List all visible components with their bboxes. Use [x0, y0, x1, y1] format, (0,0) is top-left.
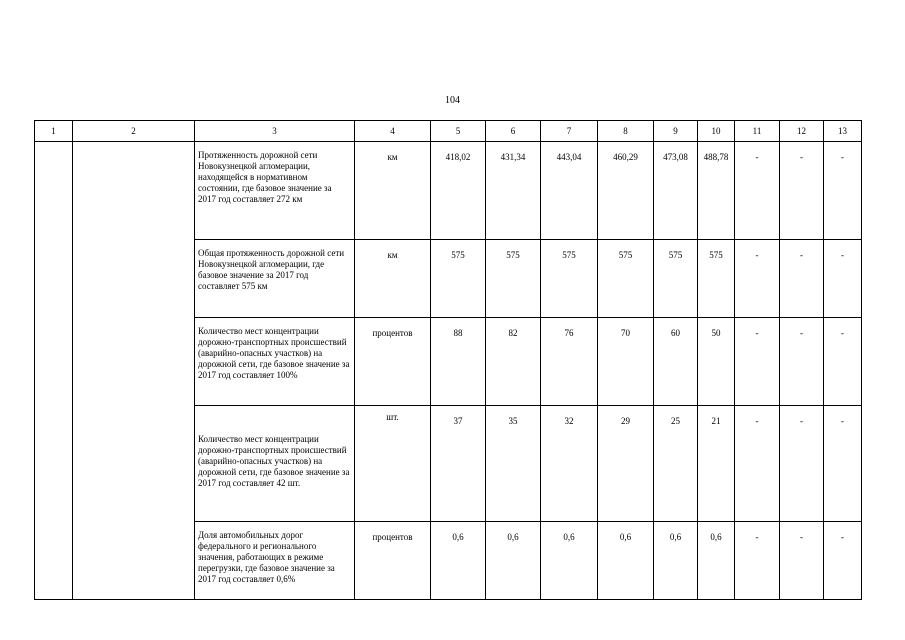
header-cell: 1 [35, 121, 73, 142]
indicator-unit: процентов [355, 318, 431, 406]
header-cell: 12 [780, 121, 824, 142]
value-cell: 575 [431, 240, 486, 318]
header-cell: 8 [598, 121, 654, 142]
value-cell: - [780, 240, 824, 318]
indicator-name: Протяженность дорожной сети Новокузнецкой агломерации, находящейся в нормативном состоянии, где базовое значение за 2017 год составляет 272 км [195, 142, 355, 240]
page-number: 104 [445, 95, 460, 106]
value-cell: 575 [541, 240, 598, 318]
indicator-name: Общая протяженность дорожной сети Новокузнецкой агломерации, где базовое значение за 2017 год составляет 575 км [195, 240, 355, 318]
value-cell: 82 [486, 318, 541, 406]
value-cell: 21 [698, 406, 735, 522]
header-cell: 10 [698, 121, 735, 142]
header-cell: 2 [73, 121, 195, 142]
value-cell: - [735, 318, 780, 406]
value-cell: 37 [431, 406, 486, 522]
value-cell: 443,04 [541, 142, 598, 240]
value-cell: - [735, 240, 780, 318]
value-cell: 0,6 [654, 522, 698, 600]
header-cell: 7 [541, 121, 598, 142]
indicators-table [34, 120, 862, 600]
value-cell: - [780, 142, 824, 240]
table-row [35, 142, 862, 240]
value-cell: 473,08 [654, 142, 698, 240]
indicator-name: Количество мест концентрации дорожно-транспортных происшествий (аварийно-опасных участков) на дорожной сети, где базовое значение за 2017 год составляет 42 шт. [195, 406, 355, 522]
indicator-name: Доля автомобильных дорог федерального и регионального значения, работающих в режиме перегрузки, где базовое значение за 2017 год составляет 0,6% [195, 522, 355, 600]
indicator-unit: км [355, 240, 431, 318]
value-cell: - [735, 522, 780, 600]
value-cell: 70 [598, 318, 654, 406]
indicator-unit: км [355, 142, 431, 240]
value-cell: 431,34 [486, 142, 541, 240]
header-row [35, 121, 862, 142]
value-cell: 575 [654, 240, 698, 318]
header-cell: 6 [486, 121, 541, 142]
value-cell: 0,6 [698, 522, 735, 600]
value-cell: - [780, 406, 824, 522]
value-cell: - [780, 522, 824, 600]
value-cell: 575 [698, 240, 735, 318]
header-cell: 4 [355, 121, 431, 142]
value-cell: - [780, 318, 824, 406]
header-cell: 11 [735, 121, 780, 142]
value-cell: 0,6 [431, 522, 486, 600]
value-cell: 60 [654, 318, 698, 406]
value-cell: 575 [486, 240, 541, 318]
value-cell: 25 [654, 406, 698, 522]
value-cell: - [824, 406, 862, 522]
indicator-name: Количество мест концентрации дорожно-транспортных происшествий (аварийно-опасных участков) на дорожной сети, где базовое значение за 2017 год составляет 100% [195, 318, 355, 406]
value-cell: 488,78 [698, 142, 735, 240]
value-cell: - [735, 406, 780, 522]
value-cell: 418,02 [431, 142, 486, 240]
value-cell: 88 [431, 318, 486, 406]
value-cell: - [824, 318, 862, 406]
cell-col-1 [35, 142, 73, 600]
value-cell: 35 [486, 406, 541, 522]
value-cell: 575 [598, 240, 654, 318]
value-cell: 29 [598, 406, 654, 522]
value-cell: - [824, 522, 862, 600]
value-cell: 0,6 [598, 522, 654, 600]
header-cell: 13 [824, 121, 862, 142]
value-cell: 76 [541, 318, 598, 406]
indicator-unit: шт. [355, 406, 431, 522]
header-cell: 5 [431, 121, 486, 142]
value-cell: 0,6 [486, 522, 541, 600]
value-cell: - [735, 142, 780, 240]
value-cell: 50 [698, 318, 735, 406]
value-cell: 0,6 [541, 522, 598, 600]
header-cell: 9 [654, 121, 698, 142]
value-cell: - [824, 240, 862, 318]
value-cell: 460,29 [598, 142, 654, 240]
cell-col-2 [73, 142, 195, 600]
header-cell: 3 [195, 121, 355, 142]
value-cell: - [824, 142, 862, 240]
value-cell: 32 [541, 406, 598, 522]
indicator-unit: процентов [355, 522, 431, 600]
